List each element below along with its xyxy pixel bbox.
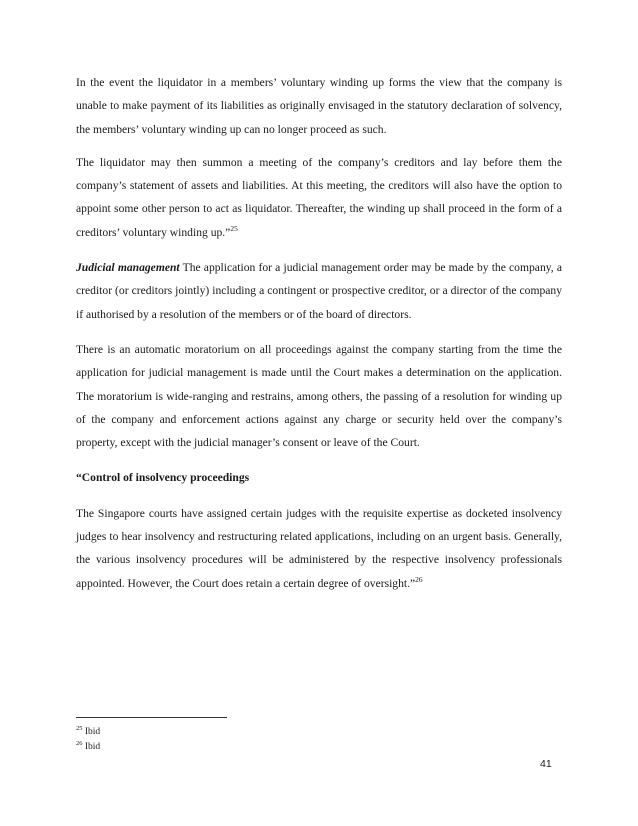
paragraph-creditors-meeting-text: The liquidator may then summon a meeting of the company’s creditors and lay before them the company’s statement of assets and liabilities. At this meeting, the creditors will also have the option to appoint some other person to act as liquidator. Thereafter, the winding up shall proceed in the form of a creditors’ voluntary winding up.” (76, 155, 562, 239)
paragraph-singapore-courts (76, 502, 562, 595)
footnote-number: 26 (76, 739, 83, 747)
paragraph-judicial-management (76, 256, 562, 326)
judicial-management-text: The application for a judicial management order may be made by the company, a creditor (or creditors jointly) including a contingent or prospective creditor, or a director of the company if authorised by a resolution of the members or of the board of directors. (76, 261, 562, 321)
paragraph-members-voluntary-winding-up: In the event the liquidator in a members’ voluntary winding up forms the view that the company is unable to make payment of its liabilities as originally envisaged in the statutory declaration of solvency, the members’ voluntary winding up can no longer proceed as such. (76, 76, 562, 136)
footnote-ref-26: 26 (415, 574, 423, 584)
footnote-text: Ibid (82, 742, 101, 752)
footnote-divider (76, 717, 227, 718)
judicial-management-lead: Judicial management (76, 261, 180, 275)
footnotes (76, 725, 100, 755)
footnote-25 (76, 725, 100, 740)
section-heading: “Control of insolvency proceedings (76, 471, 250, 485)
footnote-number: 25 (76, 724, 83, 732)
footnote-ref-25: 25 (230, 223, 238, 233)
paragraph-creditors-meeting (76, 151, 562, 244)
paragraph-singapore-courts-text: The Singapore courts have assigned certain judges with the requisite expertise as docketed insolvency judges to hear insolvency and restructuring related applications, including on an urgent basis. Generally, the various insolvency procedures will be administered by the respective insolvency professionals appointed. However, the Court does retain a certain degree of oversight.” (76, 506, 562, 590)
body-text (76, 71, 562, 607)
footnote-text: Ibid (82, 727, 101, 737)
footnote-26 (76, 740, 100, 755)
page-number: 41 (540, 758, 552, 770)
paragraph-moratorium: There is an automatic moratorium on all proceedings against the company starting from the time the application for judicial management is made until the Court makes a determination on the application. The moratorium is wide-ranging and restrains, among others, the passing of a resolution for winding up of the company and enforcement actions against any charge or security held over the company’s property, except with the judicial manager’s consent or leave of the Court. (76, 342, 562, 450)
